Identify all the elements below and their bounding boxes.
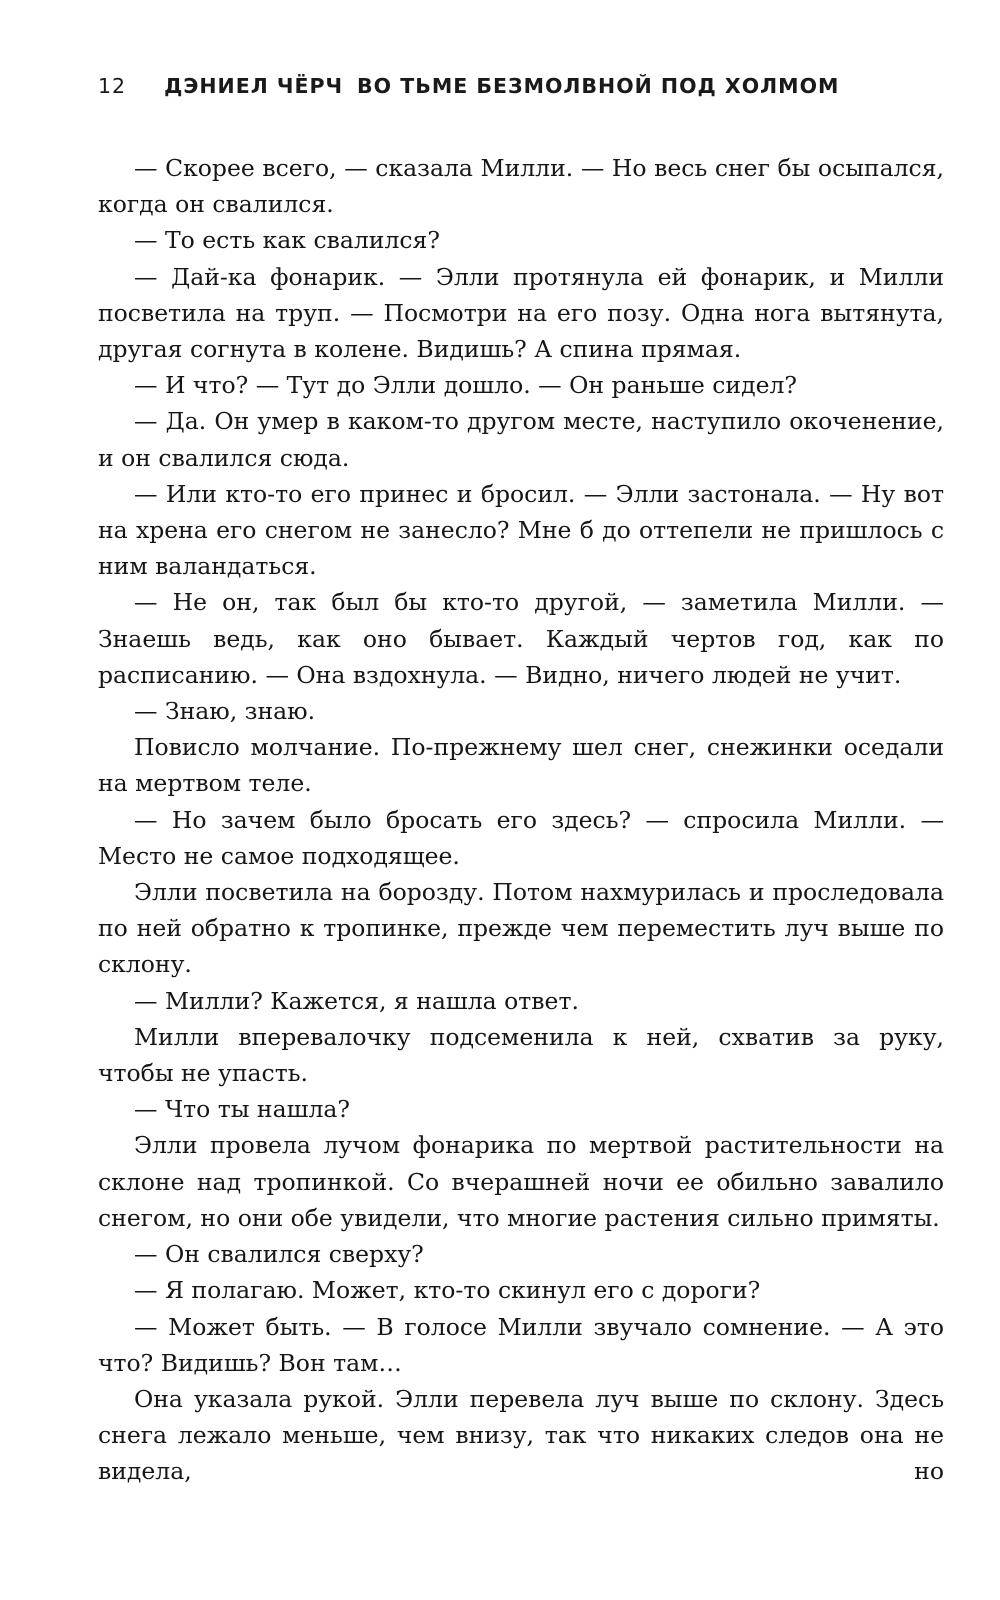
paragraph: — Скорее всего, — сказала Милли. — Но весь снег бы осыпался, когда он свалился. xyxy=(98,154,944,219)
paragraph: — Я полагаю. Может, кто-то скинул его с дороги? xyxy=(134,1276,761,1305)
body-text xyxy=(98,150,944,1490)
paragraph: — То есть как свалился? xyxy=(134,226,440,255)
paragraph: — И что? — Тут до Элли дошло. — Он раньше сидел? xyxy=(134,371,798,400)
paragraph: — Что ты нашла? xyxy=(134,1095,350,1124)
author-name: ДЭНИЕЛ ЧЁРЧ xyxy=(164,74,344,98)
paragraph: — Он свалился сверху? xyxy=(134,1240,424,1269)
paragraph: Милли вперевалочку подсеменила к ней, схватив за руку, чтобы не упасть. xyxy=(98,1022,944,1088)
paragraph: Элли посветила на борозду. Потом нахмурилась и проследовала по ней обратно к тропинке, прежде чем переместить луч выше по склону. xyxy=(98,878,944,979)
paragraph: — Знаю, знаю. xyxy=(134,697,316,726)
paragraph: Она указала рукой. Элли перевела луч выше по склону. Здесь снега лежало меньше, чем внизу, так что никаких следов она не видела, но xyxy=(98,1384,944,1486)
book-title: ВО ТЬМЕ БЕЗМОЛВНОЙ ПОД ХОЛМОМ xyxy=(357,74,840,98)
page-number: 12 xyxy=(98,74,127,98)
paragraph: — Может быть. — В голосе Милли звучало сомнение. — А это что? Видишь? Вон там… xyxy=(98,1312,944,1377)
paragraph: Элли провела лучом фонарика по мертвой растительности на склоне над тропинкой. Со вчерашней ночи ее обильно завалило снегом, но они обе увидели, что многие растения сильно примяты. xyxy=(98,1131,944,1232)
paragraph: — Милли? Кажется, я нашла ответ. xyxy=(134,986,579,1015)
running-header xyxy=(98,74,839,98)
paragraph: — Но зачем было бросать его здесь? — спросила Милли. — Место не самое подходящее. xyxy=(98,805,944,870)
paragraph: — Дай-ка фонарик. — Элли протянула ей фонарик, и Милли посветила на труп. — Посмотри на его позу. Одна нога вытянута, другая согнута в колене. Видишь? А спина прямая. xyxy=(98,262,944,364)
paragraph: — Или кто-то его принес и бросил. — Элли застонала. — Ну вот на хрена его снегом не занесло? Мне б до оттепели не пришлось с ним валандаться. xyxy=(98,479,944,581)
paragraph: Повисло молчание. По-прежнему шел снег, снежинки оседали на мертвом теле. xyxy=(98,733,944,798)
paragraph: — Да. Он умер в каком-то другом месте, наступило окоченение, и он свалился сюда. xyxy=(98,407,944,472)
paragraph: — Не он, так был бы кто-то другой, — заметила Милли. — Знаешь ведь, как оно бывает. Каждый чертов год, как по расписанию. — Она вздохнула. — Видно, ничего людей не учит. xyxy=(98,588,944,689)
